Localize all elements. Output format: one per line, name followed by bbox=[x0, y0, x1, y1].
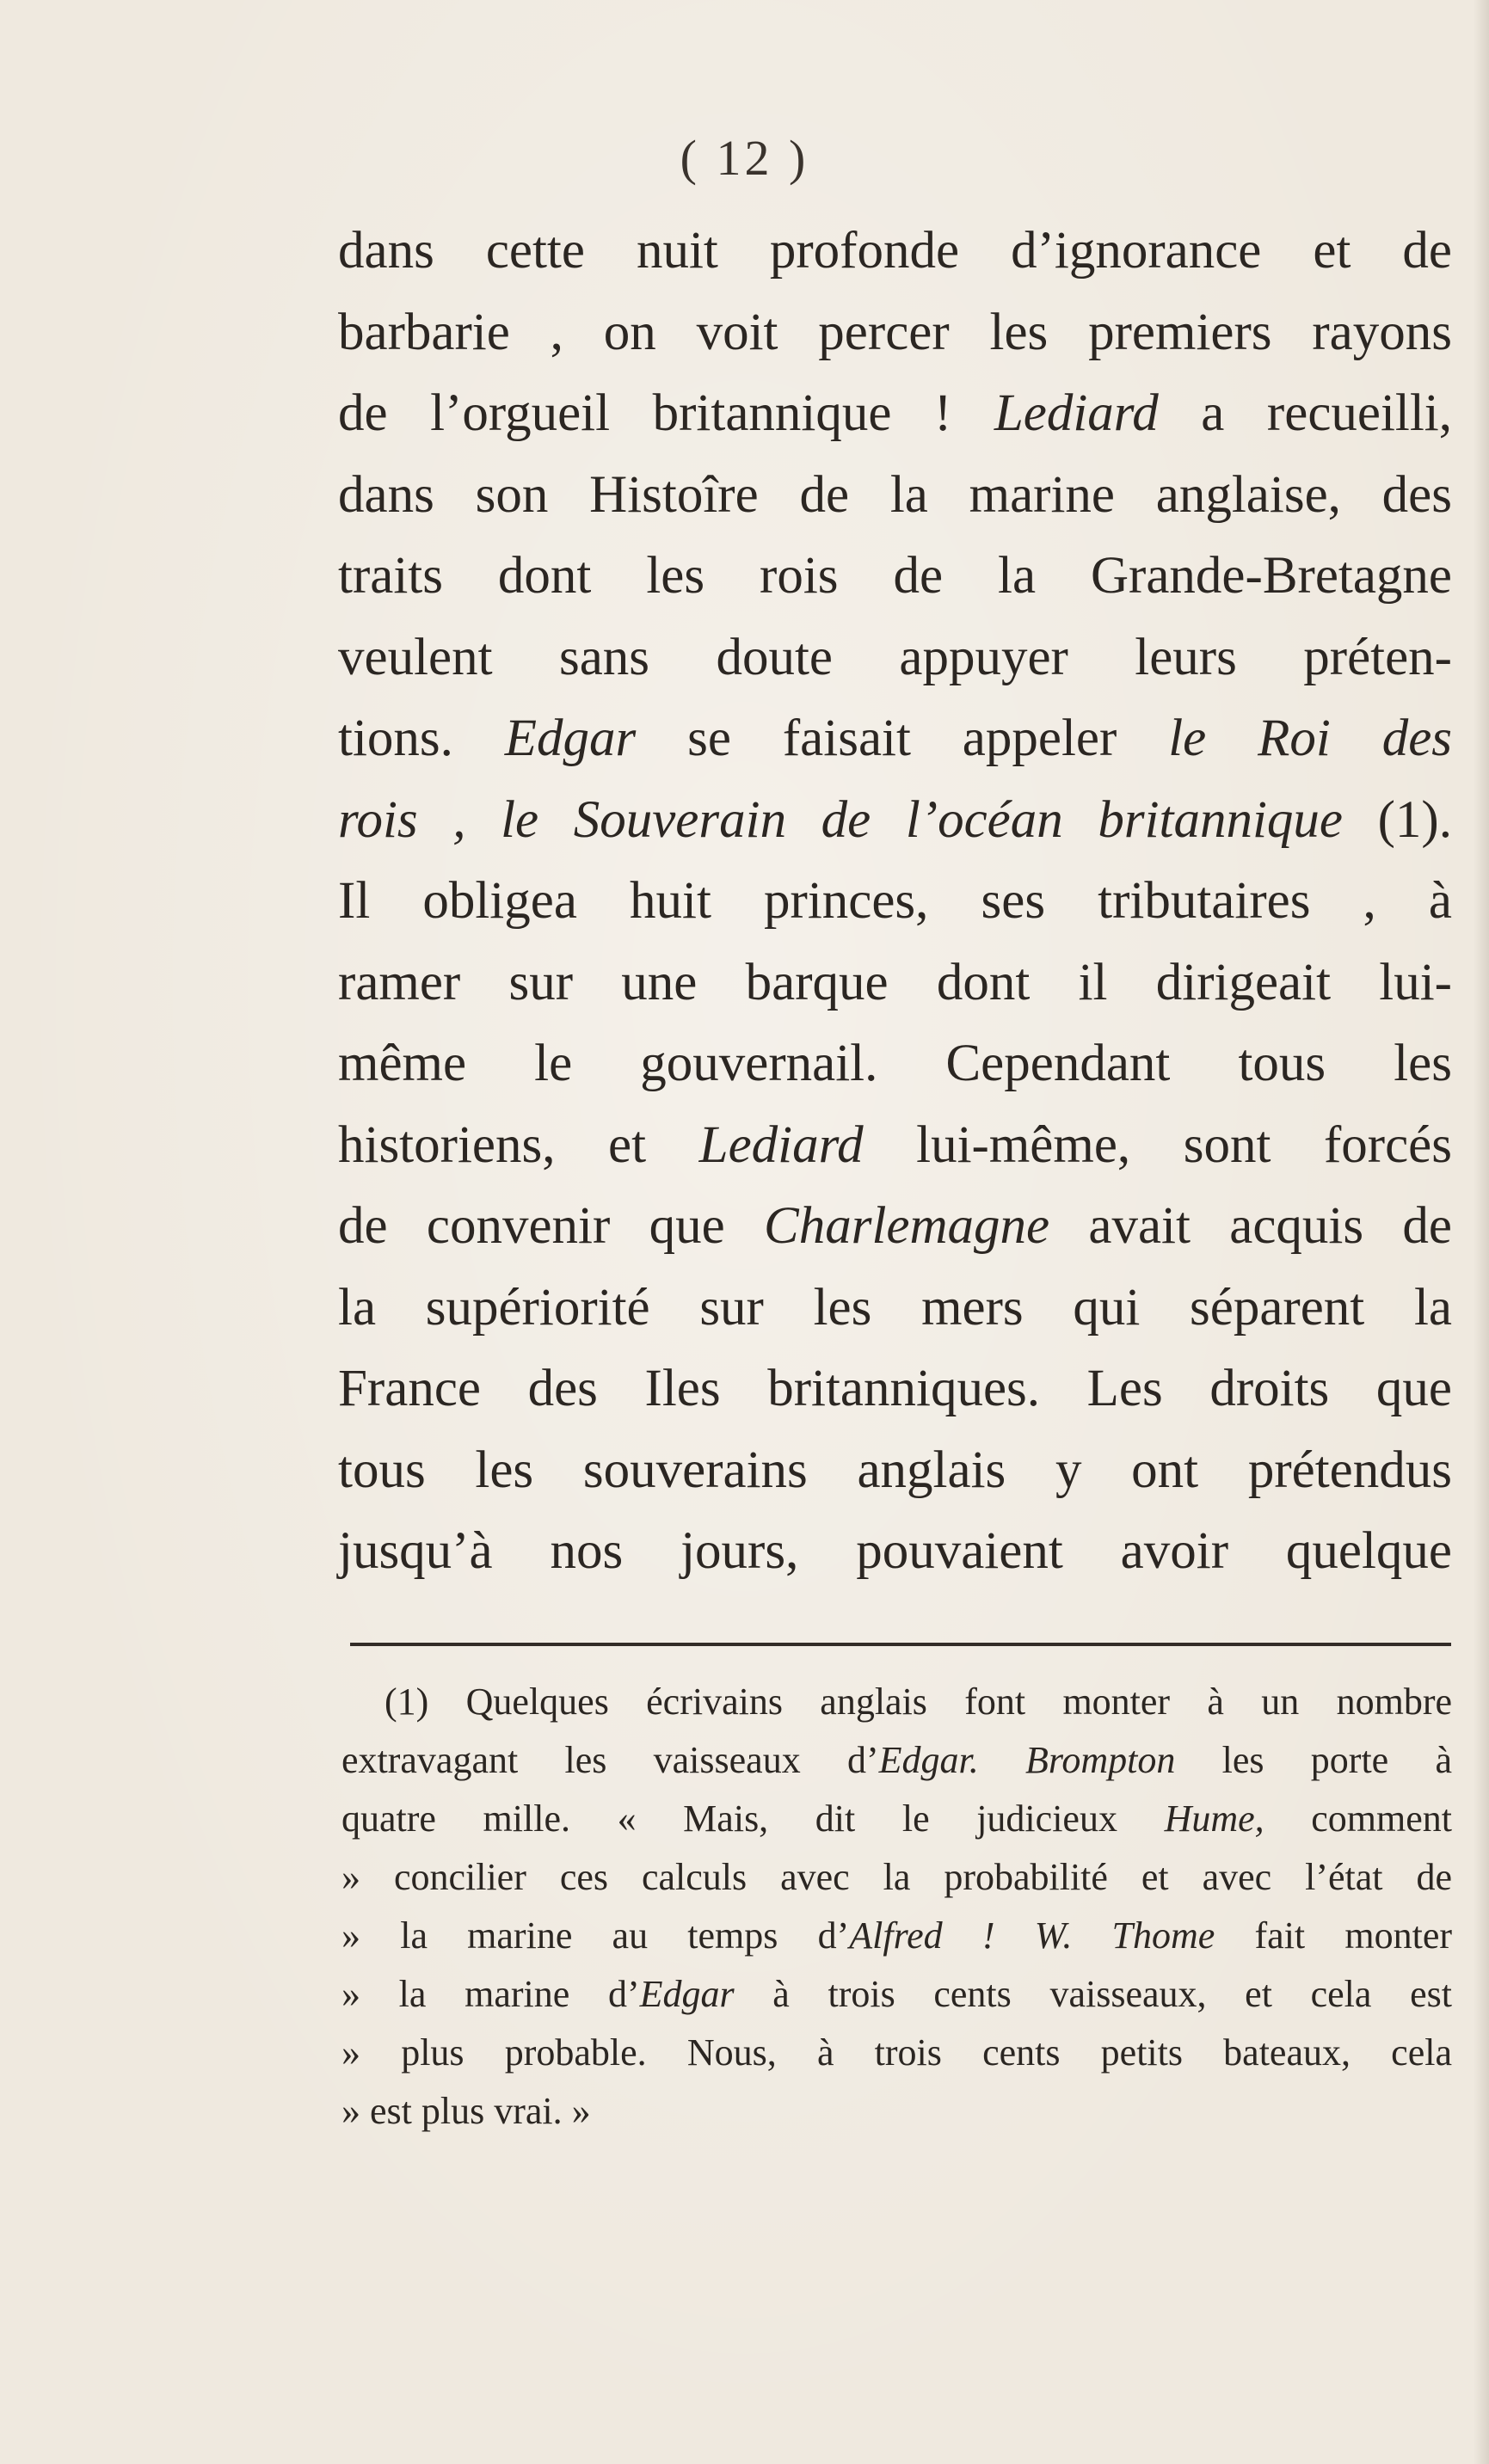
text-line: Il obligea huit princes, ses tributaires , à bbox=[338, 872, 1452, 930]
footnote-line: » la marine d’Edgar à trois cents vaisseaux, et cela est bbox=[341, 1973, 1452, 2015]
footnote-line: extravagant les vaisseaux d’Edgar. Brompton les porte à bbox=[341, 1739, 1453, 1781]
text-line: jusqu’à nos jours, pouvaient avoir quelque bbox=[338, 1522, 1452, 1580]
page-edge-shadow bbox=[1474, 0, 1489, 2464]
text-line: dans son Histoîre de la marine anglaise, des bbox=[338, 465, 1452, 524]
footnote-line: » concilier ces calculs avec la probabilité et avec l’état de bbox=[341, 1856, 1452, 1898]
footnote bbox=[341, 1673, 1452, 2141]
text-line: la supériorité sur les mers qui séparent la bbox=[338, 1278, 1452, 1336]
text-line: même le gouvernail. Cependant tous les bbox=[338, 1035, 1452, 1092]
text-line: tous les souverains anglais y ont prétendus bbox=[338, 1441, 1452, 1499]
body-text bbox=[338, 211, 1452, 1593]
text-line: de l’orgueil britannique ! Lediard a recueilli, bbox=[338, 384, 1453, 442]
footnote-line: (1) Quelques écrivains anglais font monter à un nombre bbox=[385, 1681, 1452, 1723]
footnote-line: » est plus vrai. » bbox=[341, 2090, 591, 2132]
text-line: traits dont les rois de la Grande-Bretagne bbox=[338, 547, 1452, 605]
text-line: de convenir que Charlemagne avait acquis de bbox=[338, 1197, 1452, 1255]
text-line: rois , le Souverain de l’océan britannique (1). bbox=[338, 790, 1452, 849]
footnote-line: quatre mille. « Mais, dit le judicieux Hume, comment bbox=[341, 1797, 1452, 1840]
footnote-line: » plus probable. Nous, à trois cents petits bateaux, cela bbox=[341, 2031, 1452, 2074]
text-line: tions. Edgar se faisait appeler le Roi des bbox=[338, 710, 1453, 767]
text-line: dans cette nuit profonde d’ignorance et de bbox=[338, 222, 1452, 280]
footnote-line: » la marine au temps d’Alfred ! W. Thome fait monter bbox=[341, 1914, 1453, 1957]
page-number: ( 12 ) bbox=[680, 130, 809, 186]
text-line: France des Iles britanniques. Les droits que bbox=[338, 1360, 1452, 1417]
text-line: historiens, et Lediard lui-même, sont forcés bbox=[338, 1115, 1452, 1174]
text-line: ramer sur une barque dont il dirigeait lui- bbox=[338, 953, 1452, 1011]
text-line: veulent sans doute appuyer leurs préten- bbox=[338, 628, 1452, 686]
footnote-separator-rule bbox=[350, 1643, 1451, 1646]
text-line: barbarie , on voit percer les premiers rayons bbox=[338, 303, 1452, 361]
